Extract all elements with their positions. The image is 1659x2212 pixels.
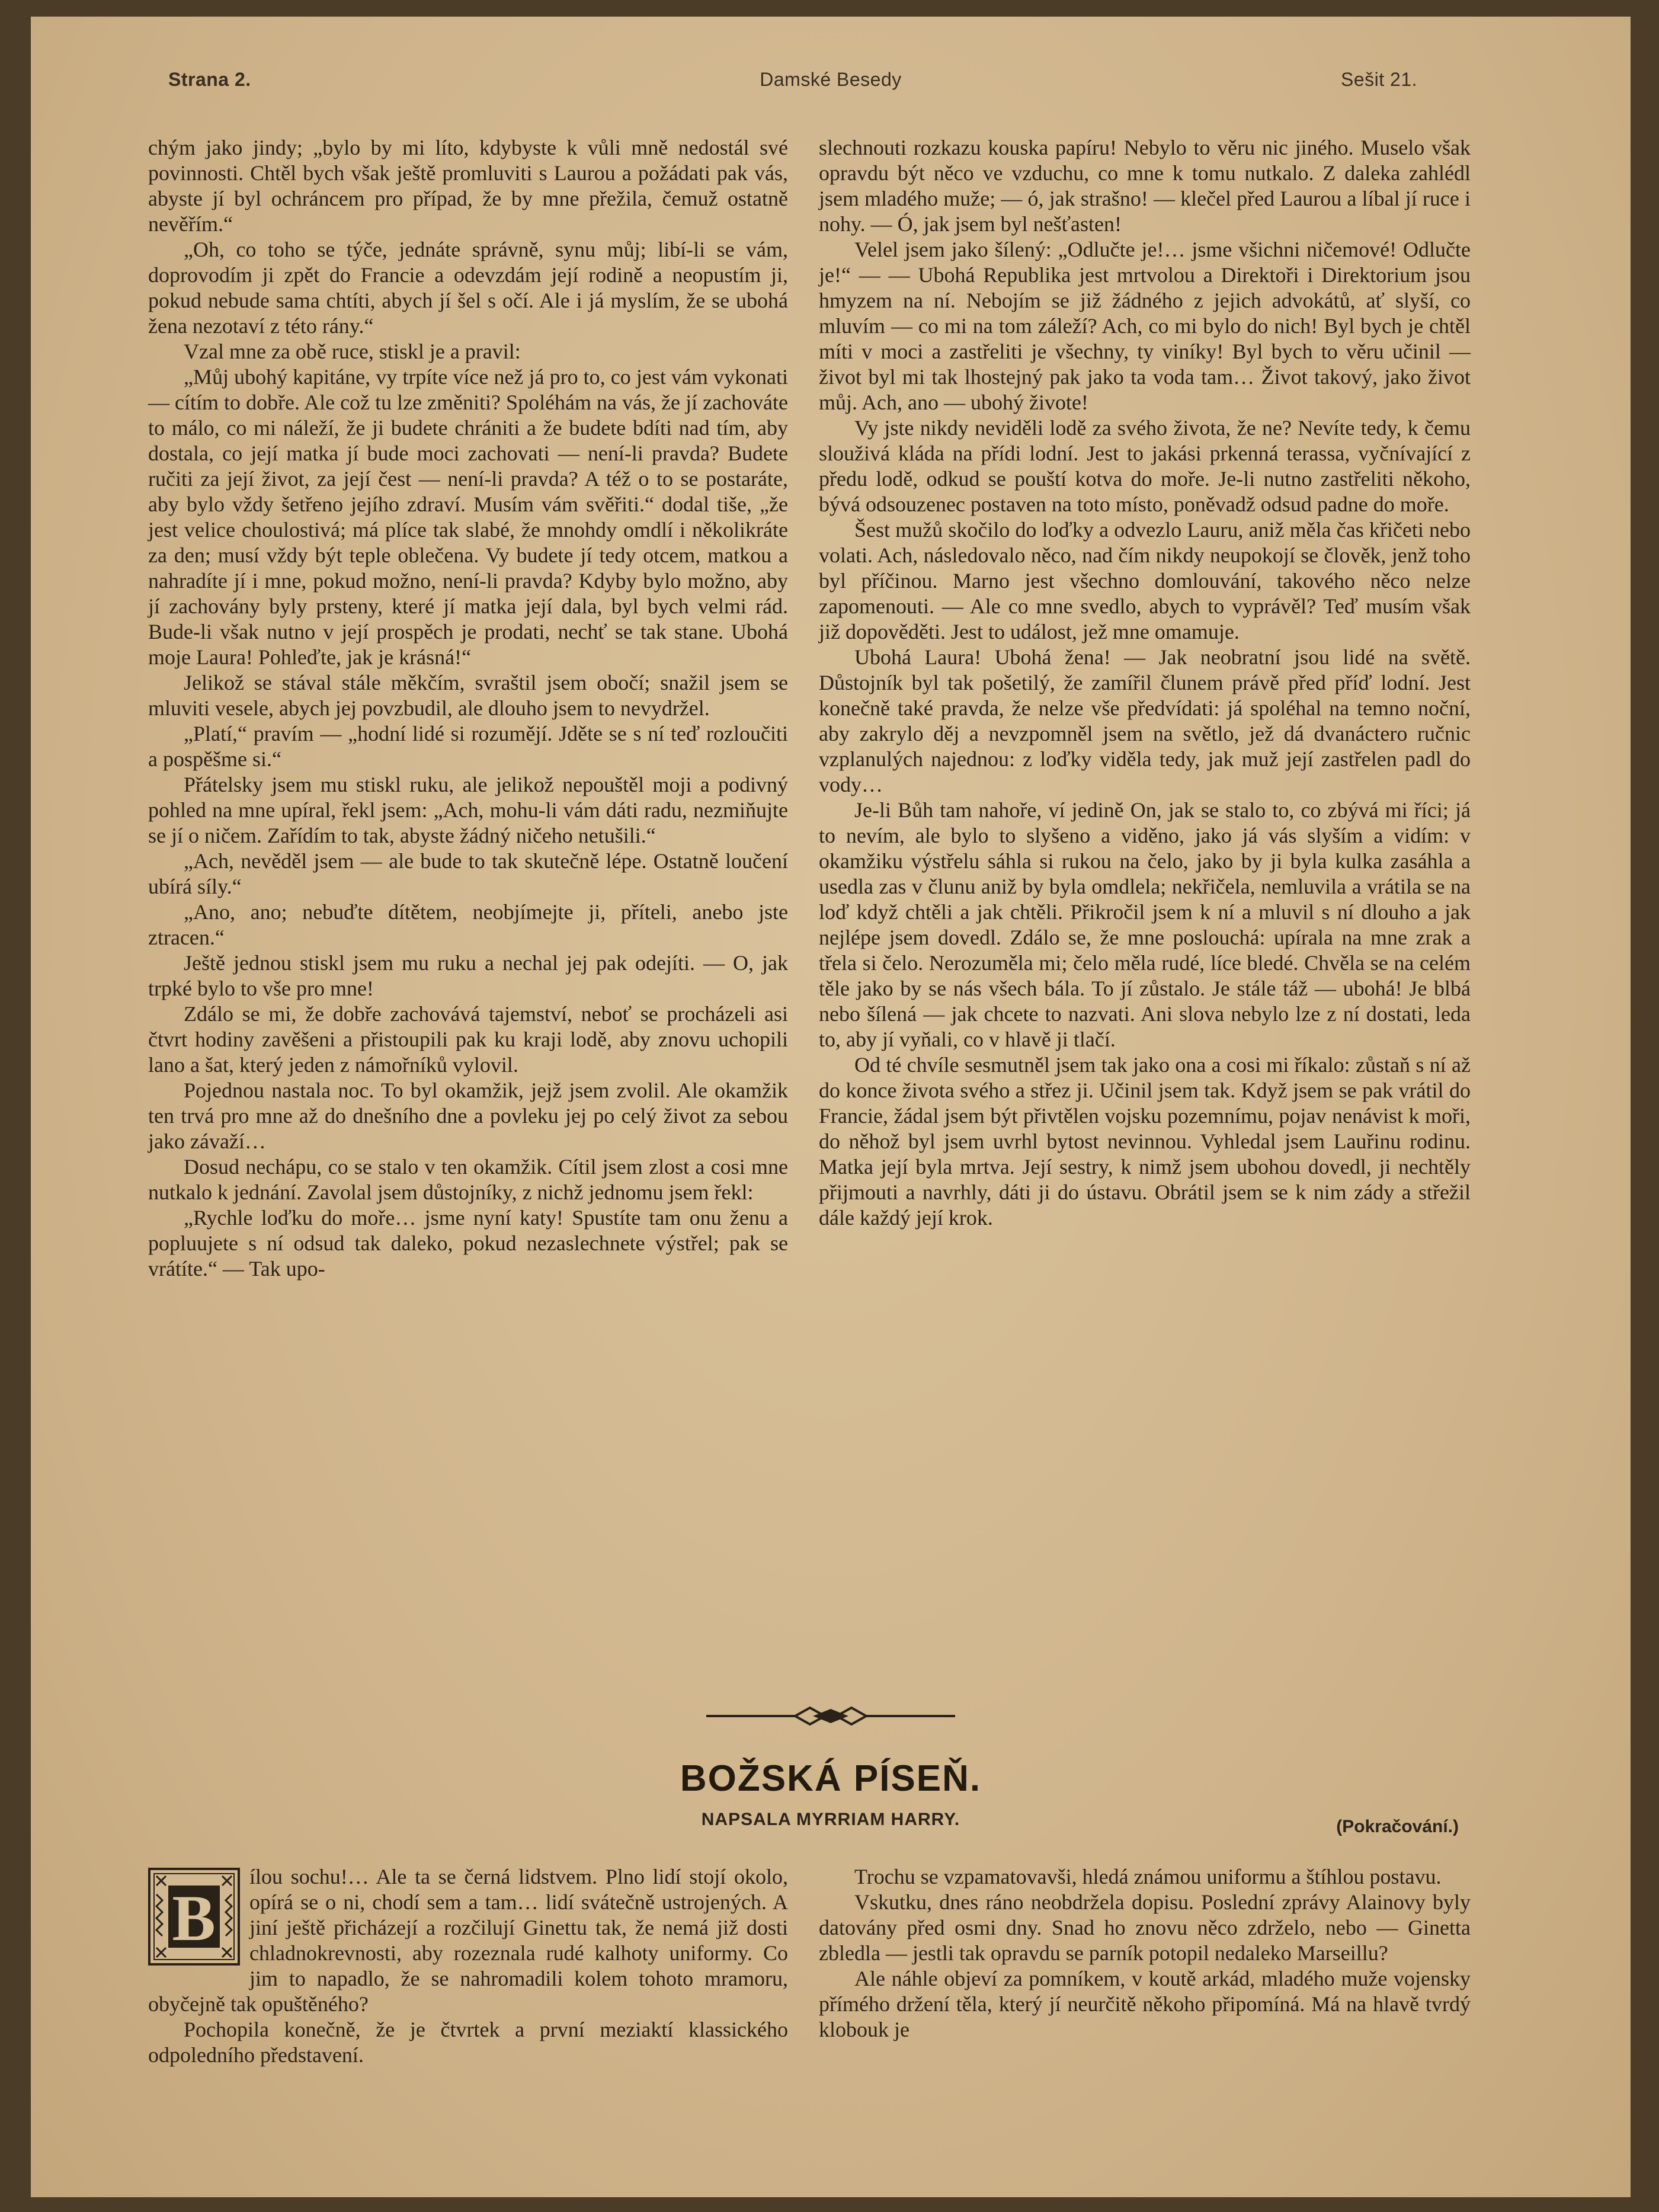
paragraph: Jelikož se stával stále měkčím, svraštil jsem obočí; snažil jsem se mluviti vesele, abych jej povzbudil, ale dlouho jsem to nevydržel. xyxy=(148,671,788,720)
paragraph: Pojednou nastala noc. To byl okamžik, jejž jsem zvolil. Ale okamžik ten trvá pro mne až do dnešního dne a povleku jej po celý život za sebou jako závaží… xyxy=(148,1078,788,1153)
paragraph: Zdálo se mi, že dobře zachovává tajemství, neboť se procházeli asi čtvrt hodiny zavěšeni a přistoupili pak ku kraji lodě, aby znovu uchopili lano a šat, který jeden z námořníků vylovil. xyxy=(148,1002,788,1077)
paragraph: Je-li Bůh tam nahoře, ví jedině On, jak se stalo to, co zbývá mi říci; já to nevím, ale bylo to slyšeno a viděno, jako já vás slyším a vidím: v okamžiku výstřelu sáhla si rukou na čelo, jako by ji byla kulka zasáhla a usedla zas v člunu aniž by byla omdlela; nekřičela, nemluvila a vrátila se na loď když chtěli a jak chtěli. Přikročil jsem k ní a mluvil s ní dlouho a jak nejlépe jsem dovedl. Zdálo se, že mne poslouchá: upírala na mne zrak a třela si čelo. Nerozuměla mi; čelo měla rudé, líce bledé. Chvěla se na celém těle jako by se nás všech bála. To jí zůstalo. Je stále táž — ubohá! Je blbá nebo šílená — jak chcete to nazvati. Ani slova nebylo lze z ní dostati, leda to, aby jí vyňali, co v hlavě ji tlačí. xyxy=(819,798,1471,1051)
paragraph-with-drop-cap xyxy=(148,1864,788,2017)
paragraph: Velel jsem jako šílený: „Odlučte je!… jsme všichni ničemové! Odlučte je!“ — — Ubohá Republika jest mrtvolou a Direktoři i Direktorium jsou hmyzem na ní. Nebojím se již žádného z jejich advokátů, ať slyší, co mluvím — co mi na tom záleží? Ach, co mi bylo do nich! Byl bych je chtěl míti v moci a zastřeliti je všechny, ty viníky! Byl bych to věru učinil — život byl mi tak lhostejný pak jako ta voda tam… Život takový, jako život můj. Ach, ano — ubohý živote! xyxy=(819,238,1471,414)
paragraph: Přátelsky jsem mu stiskl ruku, ale jelikož nepouštěl moji a podivný pohled na mne upíral, řekl jsem: „Ach, mohu-li vám dáti radu, nezmiňujte se jí o ničem. Zařídím to tak, abyste žádný ničeho netušili.“ xyxy=(148,773,788,847)
paragraph: „Oh, co toho se týče, jednáte správně, synu můj; libí-li se vám, doprovodím ji zpět do Francie a odevzdám její rodině a neopustím ji, pokud nebude sama chtíti, abych jí šel s očí. Ale i já myslím, že se ubohá žena nezotaví z této rány.“ xyxy=(148,238,788,338)
magazine-page xyxy=(31,17,1631,2197)
story1-column-right xyxy=(819,135,1471,1231)
section-divider-ornament xyxy=(706,1704,955,1728)
first-paragraph-text: ílou sochu!… Ale ta se černá lidstvem. Plno lidí stojí okolo, opírá se o ni, chodí sem a tam… lidí svátečně ustrojených. A jiní ještě přicházejí a rozčilují Ginettu tak, že nemá již dosti chladnokrevnosti, aby rozeznala rudé kalhoty uniformy. Co jim to napadlo, že se nahromadili kolem tohoto mramoru, obyčejně tak opuštěného? xyxy=(148,1865,788,2016)
story2-column-right xyxy=(819,1864,1471,2043)
paragraph: „Můj ubohý kapitáne, vy trpíte více než já pro to, co jest vám vykonati — cítím to dobře. Ale což tu lze změniti? Spoléhám na vás, že jí zachováte to málo, co mi náleží, že ji budete chrániti a že budete bdíti nad tím, aby dostala, co její matka jí bude moci zachovati — není-li pravda? Budete ručiti za její život, za její čest — není-li pravda? A též o to se postaráte, aby bylo vždy šetřeno jejího zdraví. Musím vám svěřiti.“ dodal tiše, „že jest velice choulostivá; má plíce tak slabé, že mnohdy omdlí i několikráte za den; musí vždy být teple oblečena. Vy budete jí tedy otcem, matkou a nahradíte jí i mne, pokud možno, není-li pravda? Kdyby bylo možno, aby jí zachovány byly prsteny, které jí matka její dala, byl bych velmi rád. Bude-li však nutno v její prospěch je prodati, nechť se tak stane. Ubohá moje Laura! Pohleďte, jak je krásná!“ xyxy=(148,365,788,669)
paragraph: Ještě jednou stiskl jsem mu ruku a nechal jej pak odejíti. — O, jak trpké bylo to vše pro mne! xyxy=(148,951,788,1000)
continued-note: (Pokračování.) xyxy=(1336,1817,1459,1836)
paragraph: „Platí,“ pravím — „hodní lidé si rozumějí. Jděte se s ní teď rozloučiti a pospěšme si.“ xyxy=(148,722,788,771)
paragraph: Ale náhle objeví za pomníkem, v koutě arkád, mladého muže vojensky přímého držení těla, který jí neurčitě někoho připomíná. Má na hlavě tvrdý klobouk je xyxy=(819,1967,1471,2041)
issue-number: Sešit 21. xyxy=(1340,69,1417,90)
drop-cap-letter: B xyxy=(172,1882,216,1954)
paragraph: „Ach, nevěděl jsem — ale bude to tak skutečně lépe. Ostatně loučení ubírá síly.“ xyxy=(148,849,788,898)
story2-column-left xyxy=(148,1864,788,2068)
paragraph: Vzal mne za obě ruce, stiskl je a pravil: xyxy=(184,340,521,363)
paragraph: „Rychle loďku do moře… jsme nyní katy! Spustíte tam onu ženu a popluujete s ní odsud tak daleko, pokud nezaslechnete výstřel; pak se vrátíte.“ — Tak upo- xyxy=(148,1206,788,1281)
paragraph: Ubohá Laura! Ubohá žena! — Jak neobratní jsou lidé na světě. Důstojník byl tak pošetilý, že zamířil člunem právě před příď lodní. Jest konečně také pravda, že nelze vše předvídati: já spoléhal na temno noční, aby zakrylo děj a nevzpomněl jsem na světlo, jež dá dvanáctero ručnic vzplanulých najednou: z loďky viděla tedy, jak muž její zastřelen padl do vody… xyxy=(819,645,1471,796)
paragraph: Pochopila konečně, že je čtvrtek a první meziaktí klassického odpoledního představení. xyxy=(148,2018,788,2067)
paragraph: Trochu se vzpamatovavši, hledá známou uniformu a štíhlou postavu. xyxy=(854,1865,1442,1888)
story1-column-left xyxy=(148,135,788,1282)
author-byline: NAPSALA MYRRIAM HARRY. xyxy=(701,1810,960,1829)
paragraph: Šest mužů skočilo do loďky a odvezlo Lauru, aniž měla čas křičeti nebo volati. Ach, následovalo něco, nad čím nikdy neupokojí se člověk, jenž toho byl příčinou. Marno jest všechno domlouvání, takového něco nelze zapomenouti. — Ale co mne svedlo, abych to vyprávěl? Teď musím však již dopověděti. Jest to událost, jež mne omamuje. xyxy=(819,518,1471,644)
paragraph: Vskutku, dnes ráno neobdržela dopisu. Poslední zprávy Alainovy byly datovány před osmi dny. Snad ho znovu něco zdrželo, nebo — Ginetta zbledla — jestli tak opravdu se parník potopil nedaleko Marseillu? xyxy=(819,1890,1471,1965)
magazine-title: Damské Besedy xyxy=(760,69,902,90)
paragraph: chým jako jindy; „bylo by mi líto, kdybyste k vůli mně nedostál své povinnosti. Chtěl bych však ještě promluviti s Laurou a požádati pak vás, abyste jí byl ochráncem pro případ, že by mne přežila, čemuž ostatně nevěřím.“ xyxy=(148,136,788,236)
paragraph: „Ano, ano; nebuďte dítětem, neobjímejte ji, příteli, anebo jste ztracen.“ xyxy=(148,900,788,949)
page-number: Strana 2. xyxy=(168,69,251,90)
paragraph: Dosud nechápu, co se stalo v ten okamžik. Cítil jsem zlost a cosi mne nutkalo k jednání. Zavolal jsem důstojníky, z nichž jednomu jsem řekl: xyxy=(148,1155,788,1204)
paragraph: slechnouti rozkazu kouska papíru! Nebylo to věru nic jiného. Muselo však opravdu být něco ve vzduchu, co mne k tomu nutkalo. Z daleka zahlédl jsem mladého muže; — ó, jak strašno! — klečel před Laurou a líbal jí ruce i nohy. — Ó, jak jsem byl nešťasten! xyxy=(819,136,1471,236)
drop-cap-initial xyxy=(148,1868,240,1965)
paragraph: Vy jste nikdy neviděli lodě za svého života, že ne? Nevíte tedy, k čemu slouživá kláda na přídi lodní. Jest to jakási prkenná terassa, vyčnívající z předu lodě, odkud se pouští kotva do moře. Je-li nutno zastřeliti někoho, bývá odsouzenec postaven na toto místo, poněvadž odsud padne do moře. xyxy=(819,416,1471,516)
paragraph: Od té chvíle sesmutněl jsem tak jako ona a cosi mi říkalo: zůstaň s ní až do konce života svého a střez ji. Učinil jsem tak. Když jsem se pak vrátil do Francie, žádal jsem být přivtělen vojsku pozemnímu, pojav nenávist k moři, do něhož byl jsem uvrhl bytost nevinnou. Vyhledal jsem Lauřinu rodinu. Matka její byla mrtva. Její sestry, k nimž jsem ubohou dovedl, ji nechtěly přijmouti a navrhly, dáti ji do ústavu. Obrátil jsem se k nim zády a střežil dále každý její krok. xyxy=(819,1053,1471,1230)
story-title: BOŽSKÁ PÍSEŇ. xyxy=(680,1758,982,1799)
